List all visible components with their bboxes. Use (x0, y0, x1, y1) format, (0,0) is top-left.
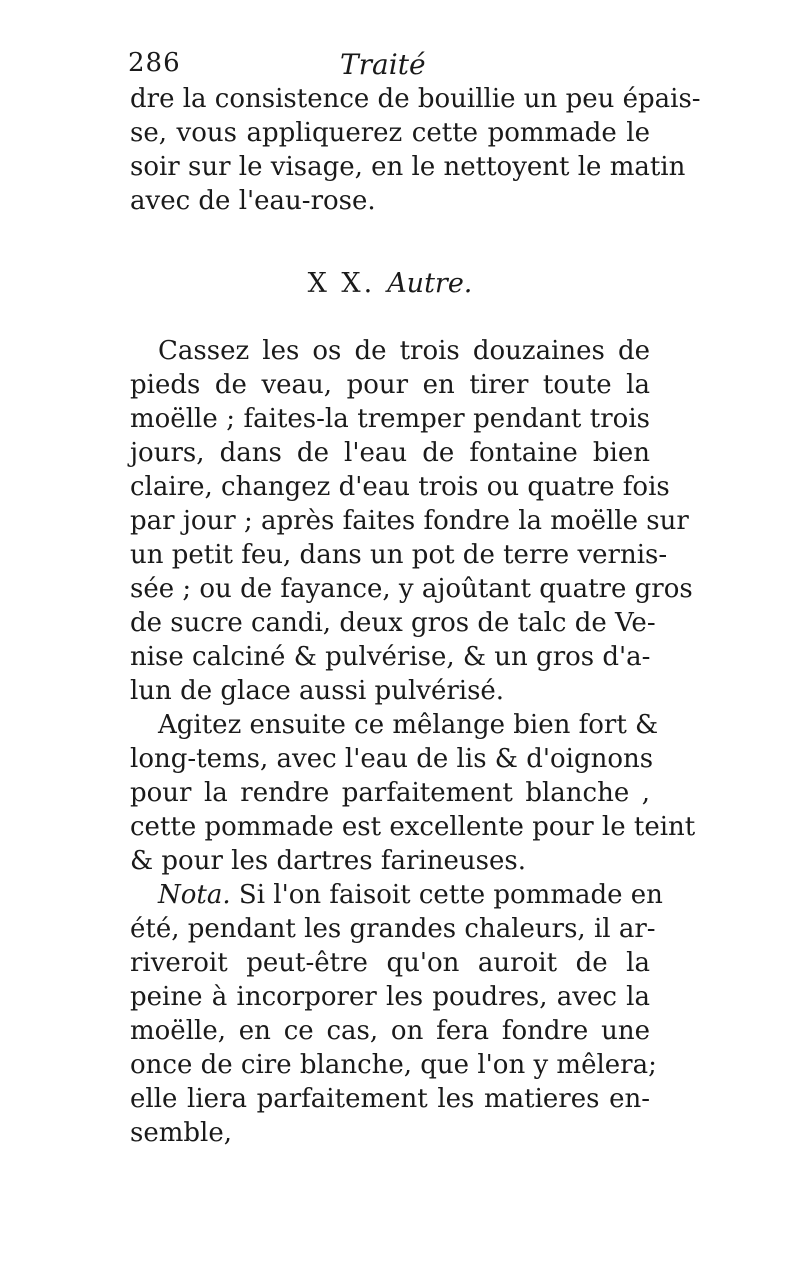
section-title: Autre. (387, 268, 473, 299)
text-line: soir sur le visage, en le nettoyent le matin (130, 152, 686, 182)
text-line: nise calciné & pulvérise, & un gros d'a- (130, 642, 651, 672)
text-line: & pour les dartres farineuses. (130, 846, 526, 876)
text-line: dre la consistence de bouillie un peu épais- (130, 84, 701, 114)
text-line: jours, dans de l'eau de fontaine bien (130, 438, 650, 468)
text-line: moëlle, en ce cas, on fera fondre une (130, 1016, 650, 1046)
text-line: lun de glace aussi pulvérisé. (130, 676, 505, 706)
text-line: par jour ; après faites fondre la moëlle sur (130, 506, 689, 536)
text-line: peine à incorporer les poudres, avec la (130, 982, 650, 1012)
text-line: claire, changez d'eau trois ou quatre fois (130, 472, 670, 502)
section-heading (130, 262, 650, 306)
text-line: riveroit peut-être qu'on auroit de la (130, 948, 650, 978)
running-title: Traité (340, 48, 426, 81)
running-head (128, 44, 648, 84)
nota-first-line: Si l'on faisoit cette pommade en (238, 880, 663, 910)
text-line: moëlle ; faites-la tremper pendant trois (130, 404, 650, 434)
section-number: X X. (307, 268, 376, 299)
text-block (130, 82, 701, 1150)
text-line: un petit feu, dans un pot de terre vernis- (130, 540, 668, 570)
text-line: sée ; ou de fayance, y ajoûtant quatre gros (130, 574, 693, 604)
text-line: de sucre candi, deux gros de talc de Ve- (130, 608, 656, 638)
text-line: semble, (130, 1118, 232, 1148)
nota-label: Nota. (158, 880, 231, 910)
text-line: cette pommade est excellente pour le teint (130, 812, 696, 842)
page-number: 286 (128, 48, 181, 78)
text-line: once de cire blanche, que l'on y mêlera; (130, 1050, 657, 1080)
text-line: long-tems, avec l'eau de lis & d'oignons (130, 744, 654, 774)
text-line: Cassez les os de trois douzaines de (158, 336, 650, 366)
nota-line (130, 878, 663, 912)
text-line: se, vous appliquerez cette pommade le (130, 118, 650, 148)
spacer (130, 218, 650, 258)
text-line: pour la rendre parfaitement blanche , (130, 778, 650, 808)
text-line: Agitez ensuite ce mêlange bien fort & (158, 710, 659, 740)
text-line: été, pendant les grandes chaleurs, il ar- (130, 914, 656, 944)
text-line: pieds de veau, pour en tirer toute la (130, 370, 650, 400)
text-line: avec de l'eau-rose. (130, 186, 376, 216)
text-line: elle liera parfaitement les matieres en- (130, 1084, 650, 1114)
